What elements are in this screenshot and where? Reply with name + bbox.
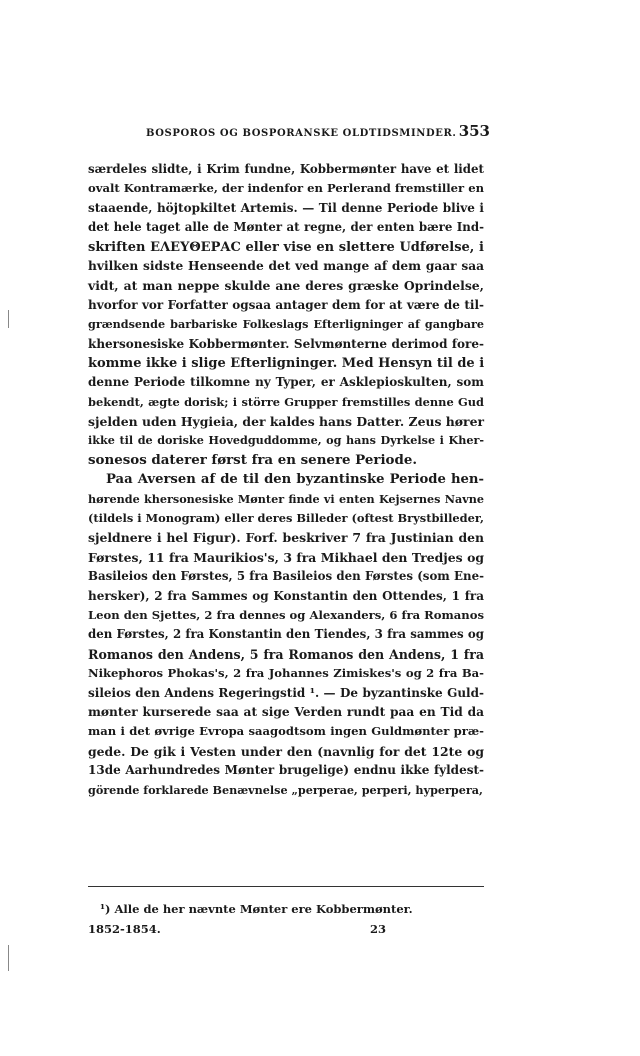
signature-sheet: 23 [369, 922, 386, 936]
text-line: ovalt Kontramærke, der indenfor en Perlerand fremstiller en [88, 181, 485, 196]
text-line: vidt, at man neppe skulde ane deres græske Oprindelse, [88, 278, 484, 294]
text-line: mønter kurserede saa at sige Verden rundt paa en Tid da [88, 704, 484, 719]
text-line: Leon den Sjettes, 2 fra dennes og Alexanders, 6 fra Romanos [88, 607, 484, 622]
text-line: sjeldnere i hel Figur). Forf. beskriver 7 fra Justinian den [88, 530, 484, 546]
text-line: görende forklarede Benævnelse „perperae, perperi, hyperpera, [88, 782, 483, 797]
text-line: hvilken sidste Henseende det ved mange af dem gaar saa [88, 258, 484, 273]
text-line: særdeles slidte, i Krim fundne, Kobbermønter have et lidet [88, 162, 484, 176]
text-line: hersker), 2 fra Sammes og Konstantin den Ottendes, 1 fra [88, 588, 484, 603]
signature-year: 1852-1854. [88, 922, 161, 936]
footnote-rule [88, 886, 484, 887]
text-line: denne Periode tilkomne ny Typer, er Asklepioskulten, som [88, 375, 484, 390]
text-line: sjelden uden Hygieia, der kaldes hans Datter. Zeus hører [88, 414, 484, 430]
text-line: grændsende barbariske Folkeslags Efterligninger af gangbare [88, 317, 484, 332]
text-line: komme ikke i slige Efterligninger. Med Hensyn til de i [88, 355, 485, 371]
text-line: Romanos den Andens, 5 fra Romanos den Andens, 1 fra [88, 646, 484, 662]
text-line: skriften ΕΛΕΥΘΕΡΑC eller vise en slettere Udførelse, i [88, 239, 484, 255]
text-line: sonesos daterer først fra en senere Periode. [88, 451, 418, 468]
text-line: bekendt, ægte dorisk; i större Grupper fremstilles denne Gud [88, 394, 484, 409]
body-text [88, 160, 484, 800]
text-line: Nikephoros Phokas's, 2 fra Johannes Zimiskes's og 2 fra Ba- [88, 666, 484, 681]
text-line: det hele taget alle de Mønter at regne, der enten bære Ind- [88, 220, 484, 235]
page-header [100, 122, 490, 140]
margin-mark [8, 310, 9, 328]
text-line: ikke til de doriske Hovedguddomme, og hans Dyrkelse i Kher- [88, 433, 484, 448]
text-line: Basileios den Førstes, 5 fra Basileios den Førstes (som Ene- [88, 569, 484, 584]
text-line: 13de Aarhundredes Mønter brugelige) endnu ikke fyldest- [88, 763, 484, 778]
running-title: BOSPOROS OG BOSPORANSKE OLDTIDSMINDER. [146, 128, 457, 139]
text-line: khersonesiske Kobbermønter. Selvmønterne derimod fore- [88, 336, 484, 351]
text-line: gede. De gik i Vesten under den (navnlig for det 12te og [88, 743, 484, 759]
page-number: 353 [458, 122, 490, 140]
footnote: ¹) Alle de her nævnte Mønter ere Kobbermønter. [100, 902, 413, 916]
text-line: Førstes, 11 fra Maurikios's, 3 fra Mikhael den Tredjes og [88, 549, 484, 565]
text-line: hørende khersonesiske Mønter finde vi enten Kejsernes Navne [88, 491, 484, 506]
text-line: (tildels i Monogram) eller deres Billeder (oftest Brystbilleder, [88, 511, 484, 526]
text-line: staaende, höjtopkiltet Artemis. — Til denne Periode blive i [88, 200, 484, 215]
margin-mark [8, 945, 9, 971]
text-line: sileios den Andens Regeringstid ¹. — De byzantinske Guld- [88, 685, 484, 700]
text-line: den Førstes, 2 fra Konstantin den Tiendes, 3 fra sammes og [88, 627, 484, 642]
signature-line [88, 922, 386, 936]
text-line: hvorfor vor Forfatter ogsaa antager dem for at være de til- [88, 297, 484, 312]
text-line: man i det øvrige Evropa saagodtsom ingen Guldmønter præ- [88, 724, 484, 739]
text-line: Paa Aversen af de til den byzantinske Periode hen- [106, 472, 484, 488]
